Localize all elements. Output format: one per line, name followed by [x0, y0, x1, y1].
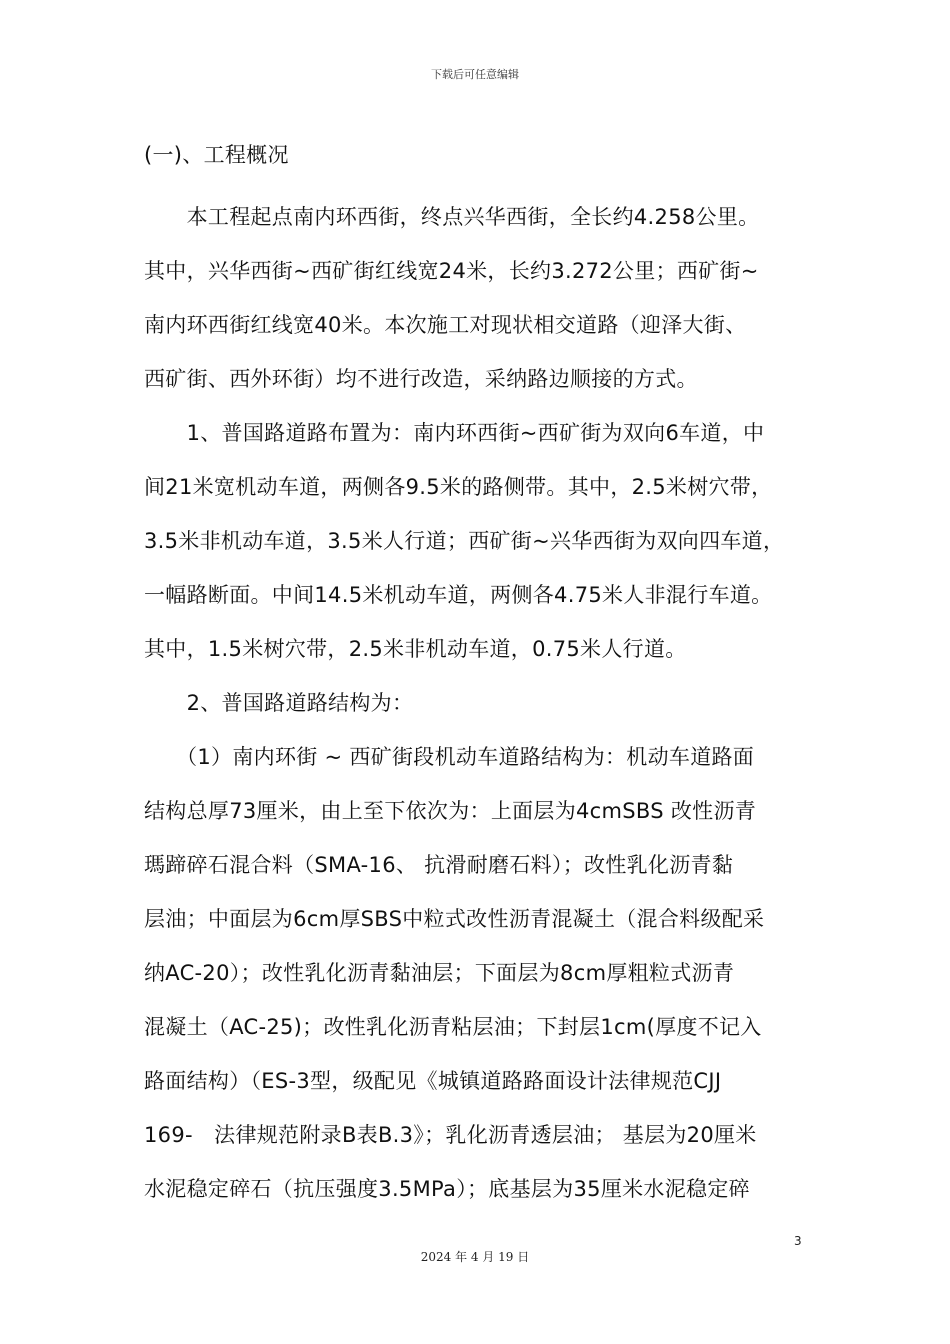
page-number: 3	[794, 1234, 802, 1248]
page-header: 下载后可任意编辑	[431, 68, 519, 81]
body-line: 西矿街、西外环街）均不进行改造，采纳路边顺接的方式。	[144, 367, 698, 391]
body-line: 169- 法律规范附录B表B.3》；乳化沥青透层油； 基层为20厘米	[144, 1123, 757, 1147]
body-line: 瑪蹄碎石混合料（SMA-16、 抗滑耐磨石料）；改性乳化沥青黏	[144, 853, 734, 877]
body-line: 其中，1.5米树穴带，2.5米非机动车道，0.75米人行道。	[144, 637, 687, 661]
body-line: 本工程起点南内环西街，终点兴华西街，全长约4.258公里。	[144, 205, 760, 229]
body-line: 层油；中面层为6cm厚SBS中粒式改性沥青混凝土（混合料级配采	[144, 907, 765, 931]
document-body	[144, 128, 824, 1216]
body-line: 混凝土（AC-25)；改性乳化沥青粘层油；下封层1cm(厚度不记入	[144, 1015, 762, 1039]
body-line: 1、普国路道路布置为：南内环西街~西矿街为双向6车道，中	[144, 421, 765, 445]
body-line: 3.5米非机动车道，3.5米人行道；西矿街~兴华西街为双向四车道，	[144, 529, 785, 553]
body-line: （1）南内环街 ~ 西矿街段机动车道路结构为：机动车道路面	[144, 745, 755, 769]
body-line: 2、普国路道路结构为：	[144, 691, 414, 715]
body-line: 其中，兴华西街~西矿街红线宽24米，长约3.272公里；西矿街~	[144, 259, 759, 283]
body-line: 结构总厚73厘米，由上至下依次为：上面层为4cmSBS 改性沥青	[144, 799, 757, 823]
body-line: 一幅路断面。中间14.5米机动车道，两侧各4.75米人非混行车道。	[144, 583, 773, 607]
body-line: 路面结构）（ES-3型，级配见《城镇道路路面设计法律规范CJJ	[144, 1069, 722, 1093]
footer-date: 2024 年 4 月 19 日	[420, 1250, 530, 1264]
body-line: 南内环西街红线宽40米。本次施工对现状相交道路（迎泽大街、	[144, 313, 747, 337]
body-line: 水泥稳定碎石（抗压强度3.5MPa）；底基层为35厘米水泥稳定碎	[144, 1177, 750, 1201]
body-line: 间21米宽机动车道，两侧各9.5米的路侧带。其中，2.5米树穴带，	[144, 475, 773, 499]
section-title: (一)、工程概况	[144, 143, 289, 167]
body-line: 纳AC-20）；改性乳化沥青黏油层；下面层为8cm厚粗粒式沥青	[144, 961, 735, 985]
